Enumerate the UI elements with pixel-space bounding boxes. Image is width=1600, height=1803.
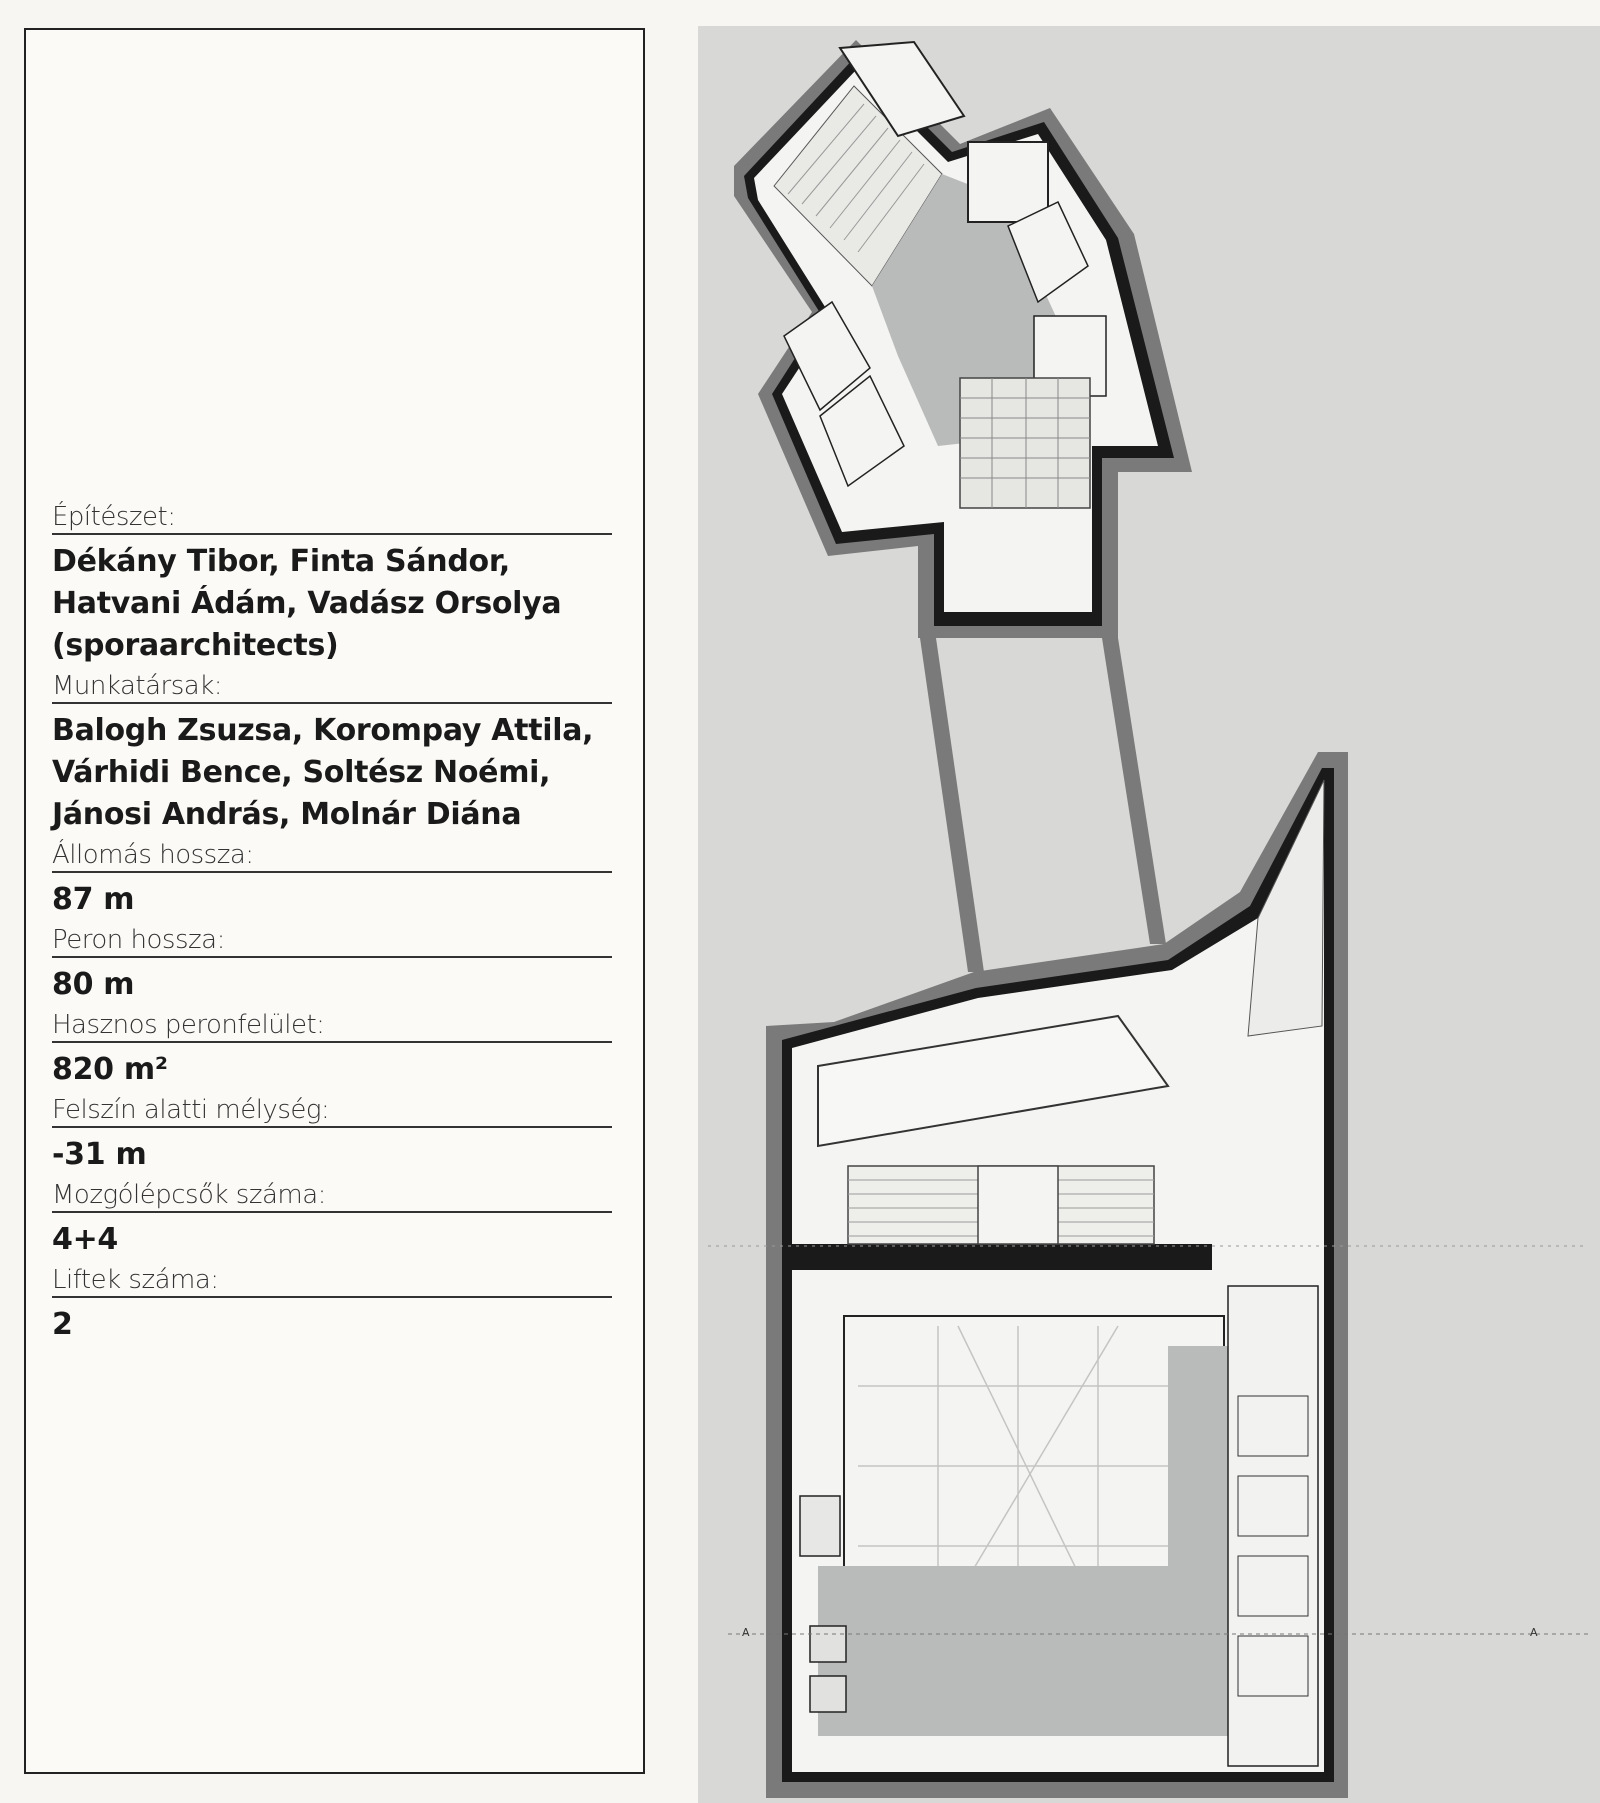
field-depth [52,1095,612,1176]
field-platform-area [52,1010,612,1091]
field-label: Liftek száma: [52,1265,612,1298]
elevator-2 [810,1676,846,1712]
section-marker-left: A [742,1626,750,1639]
floor-plan [698,26,1600,1803]
field-value: 820 m² [52,1052,168,1087]
left-stair [800,1496,840,1556]
field-label: Állomás hossza: [52,840,612,873]
tunnel-left [920,638,984,972]
tunnel-right [1102,638,1166,944]
field-value: 80 m [52,967,135,1002]
field-escalators [52,1180,612,1261]
floor-plan-drawing [698,26,1600,1803]
field-value: -31 m [52,1137,147,1172]
credits-list [52,502,612,1350]
field-architecture [52,502,612,667]
section-marker-right: A [1530,1626,1538,1639]
field-value: Dékány Tibor, Finta Sándor, Hatvani Ádám, Vadász Orsolya (sporaarchitects) [52,544,562,663]
field-label: Munkatársak: [52,671,612,704]
field-label: Felszín alatti mélység: [52,1095,612,1128]
credits-panel [24,28,645,1774]
field-label: Mozgólépcsők száma: [52,1180,612,1213]
field-value: Balogh Zsuzsa, Korompay Attila, Várhidi Bence, Soltész Noémi, Jánosi András, Molnár Diána [52,713,594,832]
field-value: 2 [52,1307,73,1342]
field-station-length [52,840,612,921]
field-label: Építészet: [52,502,612,535]
field-value: 4+4 [52,1222,118,1257]
service-column [1228,1286,1318,1766]
middle-divider-wall [792,1244,1212,1270]
top-room-a [968,142,1048,222]
field-elevators [52,1265,612,1346]
field-platform-length [52,925,612,1006]
field-label: Hasznos peronfelület: [52,1010,612,1043]
elevator-1 [810,1626,846,1662]
bottom-escalator-divider [978,1166,1058,1244]
field-value: 87 m [52,882,135,917]
field-label: Peron hossza: [52,925,612,958]
field-collaborators [52,671,612,836]
